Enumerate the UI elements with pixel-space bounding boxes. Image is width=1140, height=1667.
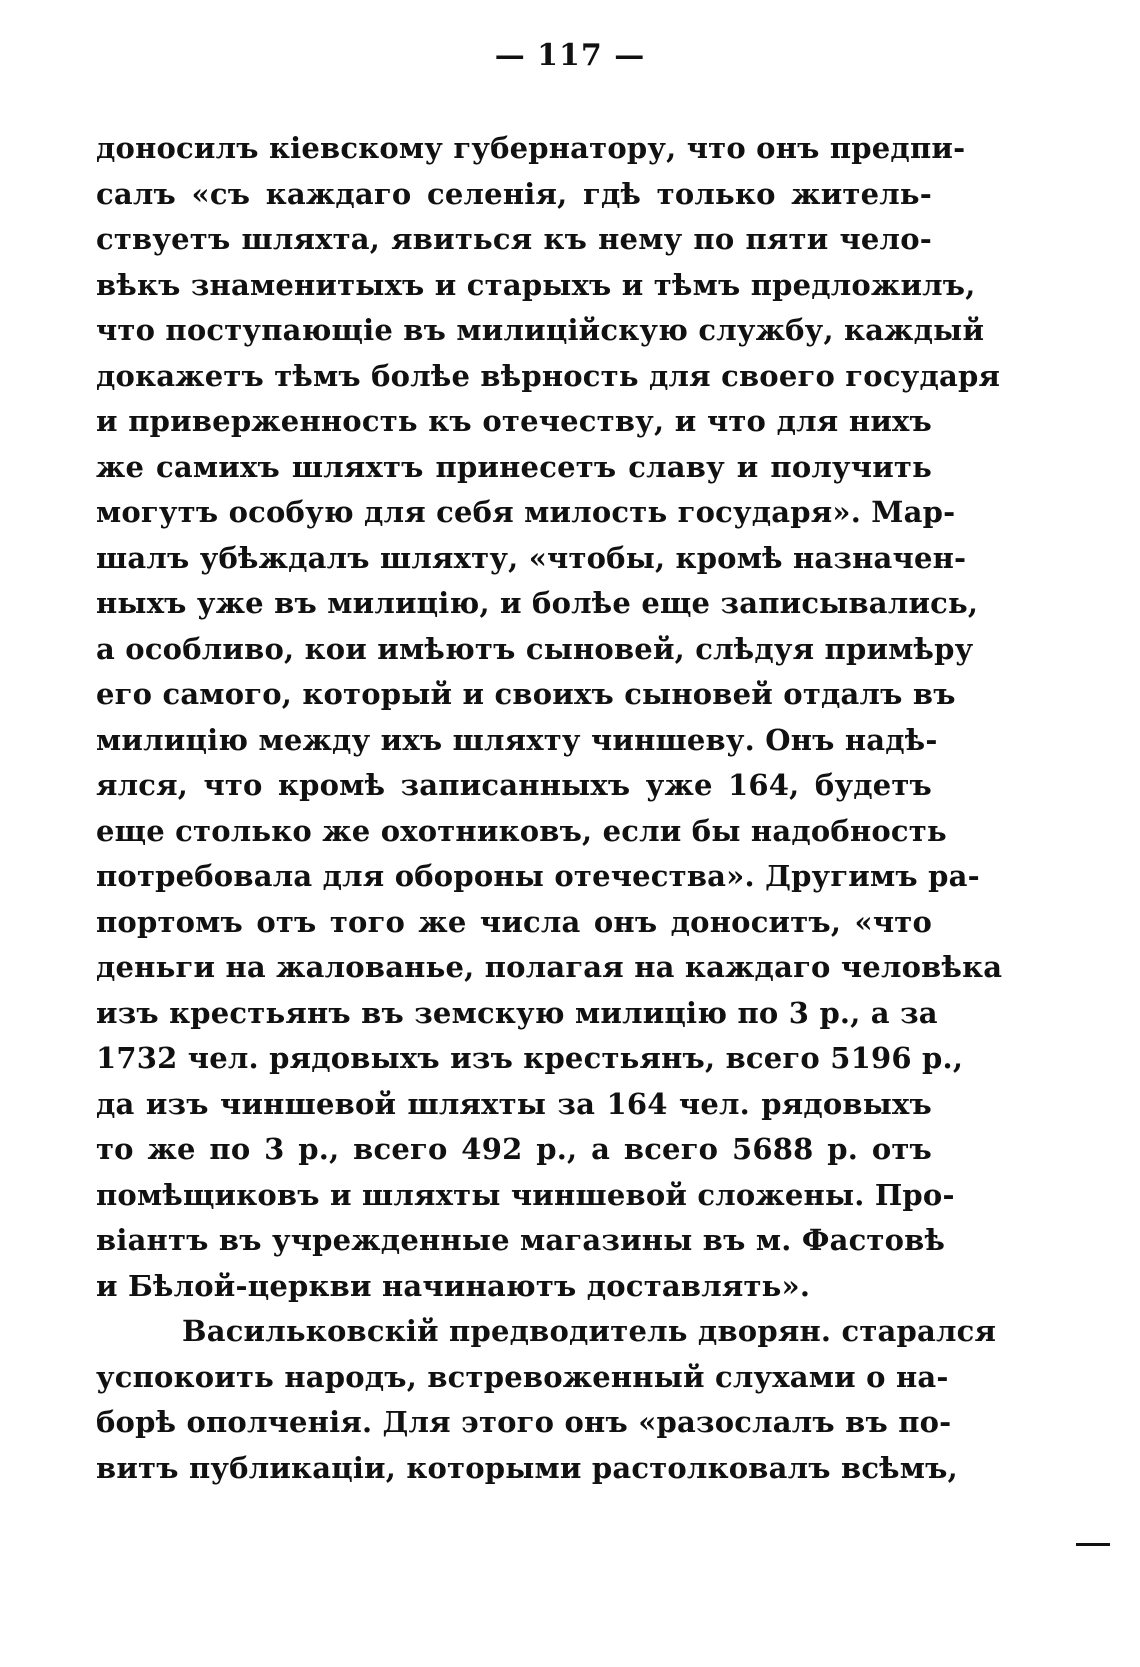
text-line: помѣщиковъ и шляхты чиншевой сложены. Про-: [96, 1177, 955, 1212]
text-line: что поступающіе въ милиційскую службу, каждый: [96, 313, 985, 347]
text-line: его самого, который и своихъ сыновей отдалъ въ: [96, 677, 956, 711]
text-line: деньги на жалованье, полагая на каждаго человѣка: [96, 950, 1003, 984]
text-line: портомъ отъ того же числа онъ доноситъ, «что: [96, 904, 932, 939]
paragraph-1: [96, 126, 1003, 1309]
text-line: віантъ въ учрежденные магазины въ м. Фастовѣ: [96, 1223, 946, 1257]
text-line: витъ публикаціи, которыми растолковалъ всѣмъ,: [96, 1450, 958, 1485]
text-line-last: и Бѣлой-церкви начинаютъ доставлять».: [96, 1268, 811, 1303]
text-line: шалъ убѣждалъ шляхту, «чтобы, кромѣ назначен-: [96, 540, 967, 575]
text-line: да изъ чиншевой шляхты за 164 чел. рядовыхъ: [96, 1086, 932, 1121]
margin-dash: [1076, 1543, 1110, 1546]
text-line: доносилъ кіевскому губернатору, что онъ предпи-: [96, 131, 966, 165]
text-line: вѣкъ знаменитыхъ и старыхъ и тѣмъ предложилъ,: [96, 267, 976, 302]
text-line: борѣ ополченія. Для этого онъ «разослалъ въ по-: [96, 1405, 952, 1439]
text-line: еще столько же охотниковъ, если бы надобность: [96, 813, 947, 848]
text-line: ствуетъ шляхта, явиться къ нему по пяти чело-: [96, 222, 932, 256]
text-line: милицію между ихъ шляхту чиншеву. Онъ надѣ-: [96, 722, 938, 757]
text-line: успокоить народъ, встревоженный слухами о на-: [96, 1359, 949, 1394]
text-line: могутъ особую для себя милость государя». Мар-: [96, 495, 956, 529]
text-line: потребовала для обороны отечества». Другимъ ра-: [96, 859, 980, 893]
text-line: ялся, что кромѣ записанныхъ уже 164, будетъ: [96, 768, 932, 802]
text-line: ныхъ уже въ милицію, и болѣе еще записывались,: [96, 586, 979, 620]
text-line: и приверженность къ отечеству, и что для нихъ: [96, 404, 932, 438]
paragraph-2: [96, 1309, 997, 1491]
text-line: докажетъ тѣмъ болѣе вѣрность для своего государя: [96, 358, 1001, 393]
text-line: салъ «съ каждаго селенія, гдѣ только житель-: [96, 176, 932, 211]
text-line: же самихъ шляхтъ принесетъ славу и получить: [96, 449, 932, 484]
text-line: изъ крестьянъ въ земскую милицію по 3 р., а за: [96, 995, 938, 1030]
page-number: — 117 —: [494, 38, 646, 73]
text-line-indented: Васильковскій предводитель дворян. старался: [182, 1314, 997, 1348]
text-line: 1732 чел. рядовыхъ изъ крестьянъ, всего 5196 р.,: [96, 1041, 964, 1075]
text-line: то же по 3 р., всего 492 р., а всего 5688 р. отъ: [96, 1132, 932, 1166]
body-text: [96, 126, 1003, 1491]
text-line: а особливо, кои имѣютъ сыновей, слѣдуя примѣру: [96, 631, 974, 666]
